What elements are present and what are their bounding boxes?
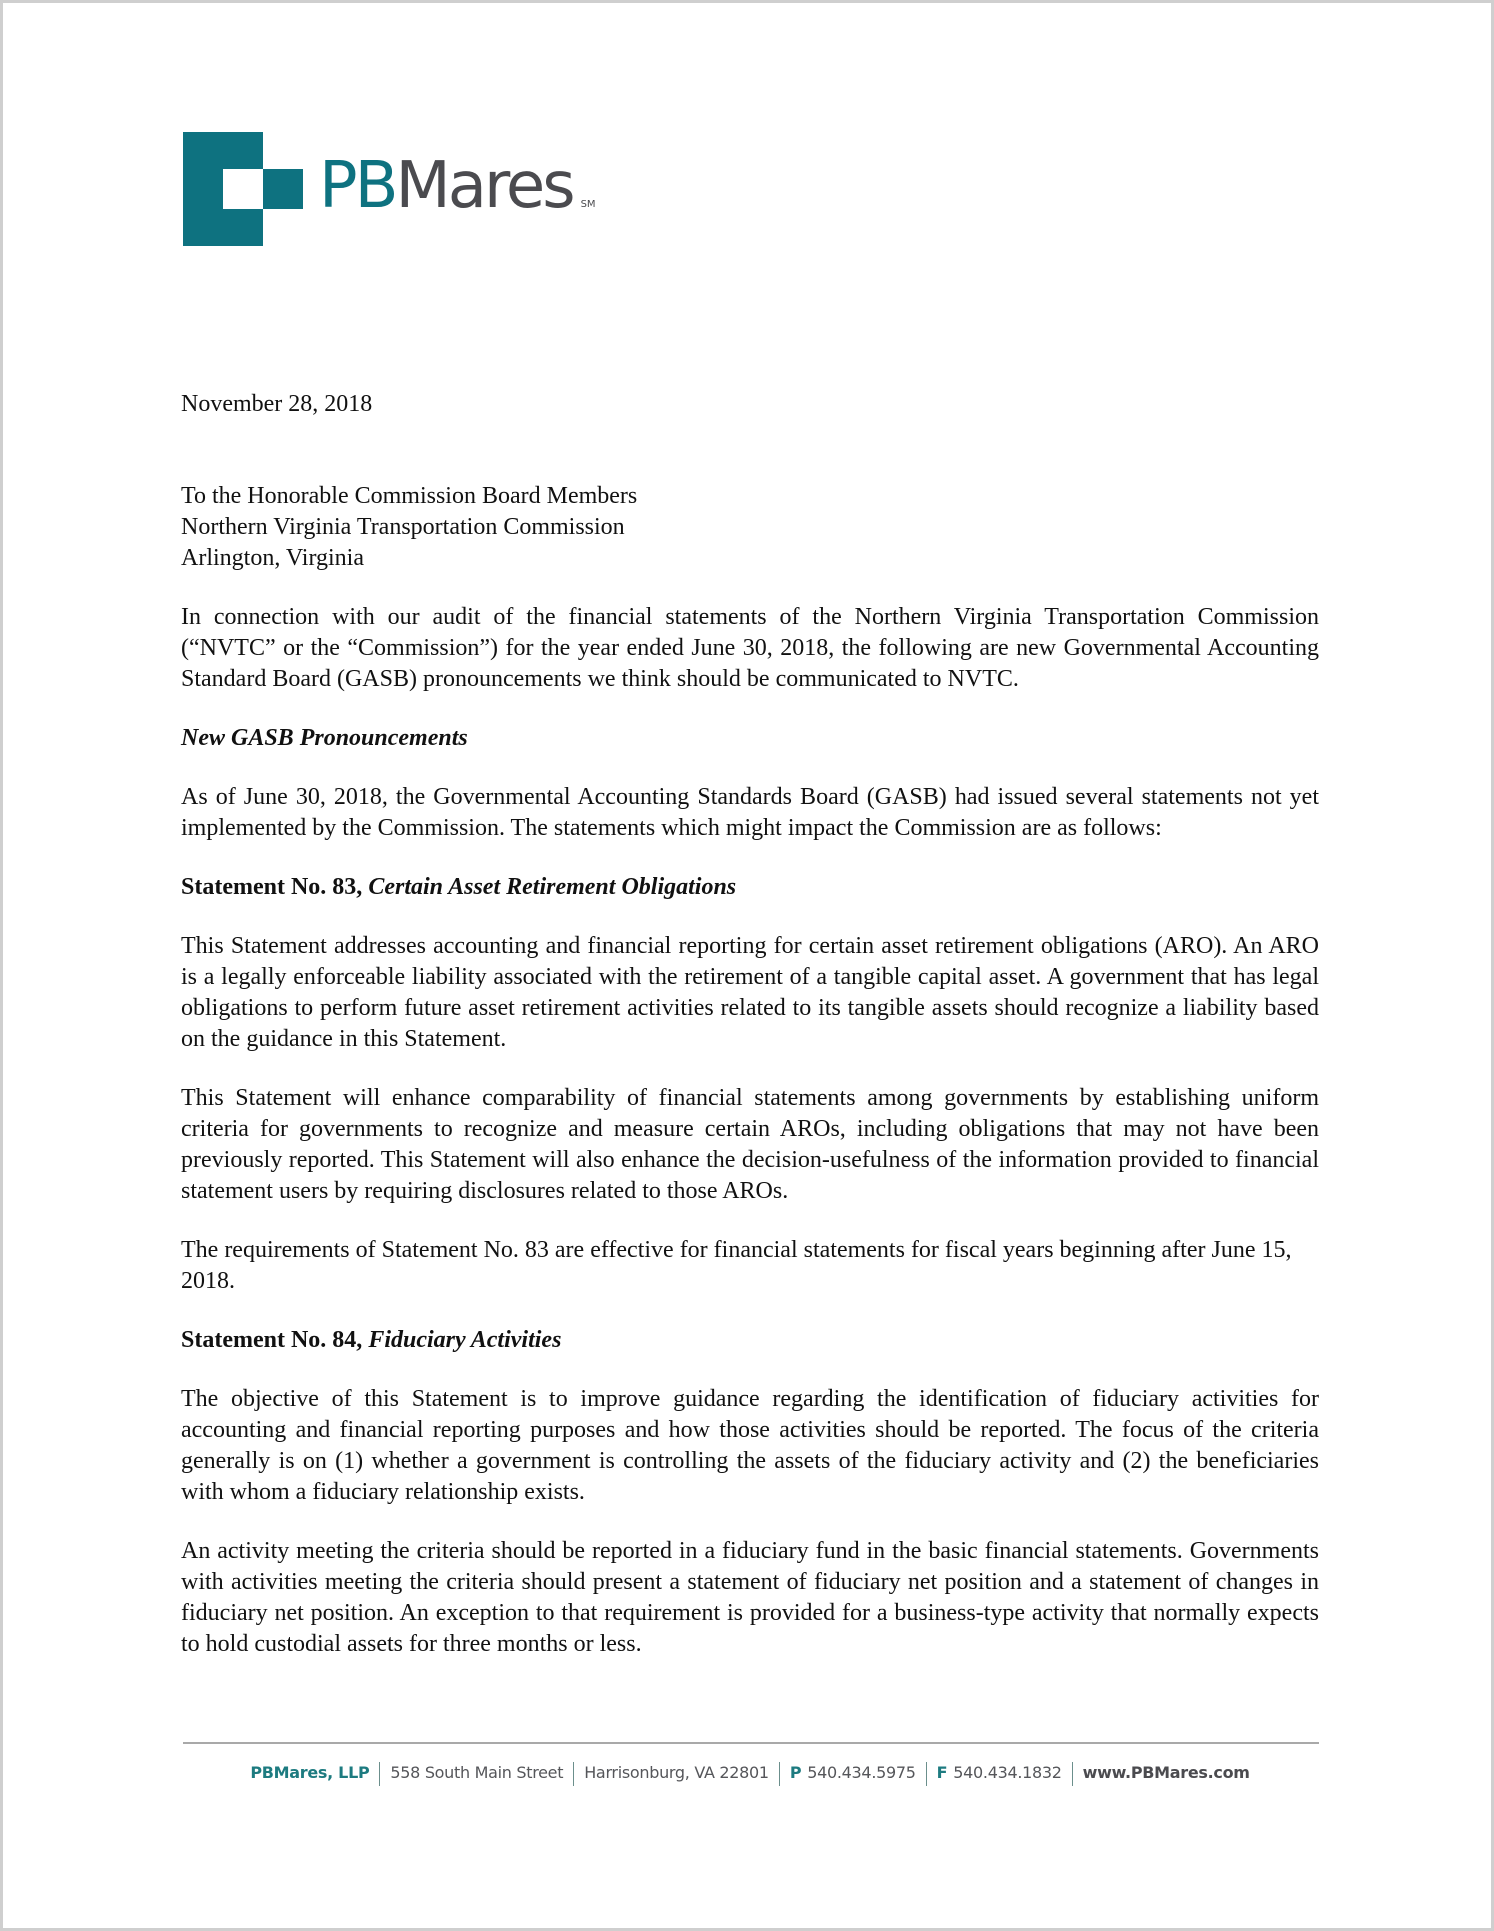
logo-wordmark-pb: PB	[319, 149, 396, 223]
footer-separator	[926, 1762, 927, 1786]
footer-website-link[interactable]: www.PBMares.com	[1082, 1763, 1250, 1782]
statement-84-heading	[181, 1325, 1319, 1356]
section-heading: New GASB Pronouncements	[181, 725, 468, 751]
statement-84-paragraph: The objective of this Statement is to improve guidance regarding the identification of fiduciary activities for accounting and financial reporting purposes and how those activities should be reported. The focus of the criteria generally is on (1) whether a government is controlling the assets of the fiduciary activity and (2) the beneficiaries with whom a fiduciary relationship exists.	[181, 1386, 1319, 1505]
fax-label: F	[936, 1763, 948, 1782]
statement-number: Statement No. 83,	[181, 874, 369, 900]
statement-title: Fiduciary Activities	[368, 1327, 562, 1353]
recipient-line: To the Honorable Commission Board Members	[181, 483, 638, 509]
footer-divider	[183, 1742, 1319, 1744]
footer-firm-name: PBMares, LLP	[250, 1763, 370, 1782]
logo-wordmark-mares: Mares	[395, 149, 573, 223]
statement-title: Certain Asset Retirement Obligations	[368, 874, 737, 900]
footer-city: Harrisonburg, VA 22801	[584, 1763, 769, 1782]
statement-83-paragraph: The requirements of Statement No. 83 are effective for financial statements for fiscal years beginning after June 15, 2018.	[181, 1237, 1292, 1294]
recipient-line: Arlington, Virginia	[181, 545, 364, 571]
footer-separator	[379, 1762, 380, 1786]
pbmares-logo	[183, 132, 623, 247]
statement-84-paragraph: An activity meeting the criteria should be reported in a fiduciary fund in the basic financial statements. Governments with activities meeting the criteria should present a statement of fiduciary net position and a statement of changes in fiduciary net position. An exception to that requirement is provided for a business-type activity that normally expects to hold custodial assets for three months or less.	[181, 1538, 1319, 1657]
footer-separator	[779, 1762, 780, 1786]
service-mark: SM	[580, 199, 596, 210]
statement-83-paragraph: This Statement addresses accounting and financial reporting for certain asset retirement obligations (ARO). An ARO is a legally enforceable liability associated with the retirement of a tangible capital asset. A government that has legal obligations to perform future asset retirement activities related to its tangible assets should recognize a liability based on the guidance in this Statement.	[181, 933, 1319, 1052]
logo-wordmark	[319, 146, 596, 245]
pbmares-square-logo-icon	[183, 132, 303, 246]
recipient-line: Northern Virginia Transportation Commission	[181, 514, 625, 540]
footer-phone: 540.434.5975	[807, 1763, 916, 1782]
letterhead-footer	[3, 1761, 1494, 1786]
section-intro-paragraph: As of June 30, 2018, the Governmental Accounting Standards Board (GASB) had issued several statements not yet implemented by the Commission. The statements which might impact the Commission are as follows:	[181, 784, 1319, 841]
footer-address: 558 South Main Street	[390, 1763, 564, 1782]
phone-label: P	[789, 1763, 802, 1782]
footer-separator	[573, 1762, 574, 1786]
intro-paragraph: In connection with our audit of the financial statements of the Northern Virginia Transportation Commission (“NVTC” or the “Commission”) for the year ended June 30, 2018, the following are new Governmental Accounting Standard Board (GASB) pronouncements we think should be communicated to NVTC.	[181, 604, 1319, 692]
footer-fax: 540.434.1832	[953, 1763, 1062, 1782]
statement-number: Statement No. 84,	[181, 1327, 369, 1353]
letter-body	[181, 389, 1319, 1688]
statement-83-heading	[181, 872, 1319, 903]
footer-separator	[1072, 1762, 1073, 1786]
statement-83-paragraph: This Statement will enhance comparability of financial statements among governments by establishing uniform criteria for governments to recognize and measure certain AROs, including obligations that may not have been previously reported. This Statement will also enhance the decision-usefulness of the information provided to financial statement users by requiring disclosures related to those AROs.	[181, 1085, 1319, 1204]
letter-date: November 28, 2018	[181, 391, 373, 417]
